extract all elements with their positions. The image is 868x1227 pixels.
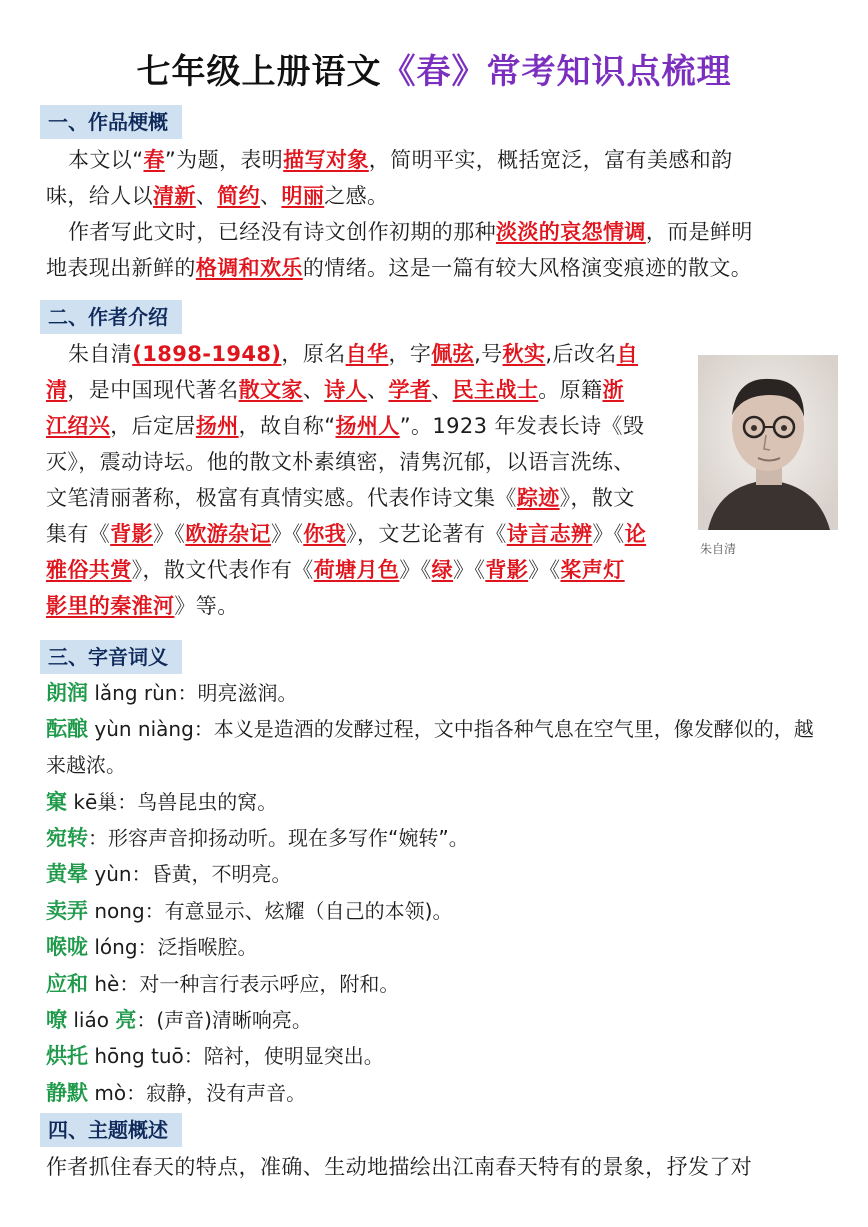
keyword: 清新 — [153, 184, 196, 208]
section-heading-summary: 一、作品梗概 — [40, 105, 182, 139]
author-paragraph: 朱自清(1898-1948)，原名自华，字佩弦,号秋实,后改名自 清，是中国现代著名散文家、诗人、学者、民主战士。原籍浙 江绍兴，后定居扬州，故自称“扬州人”。1923 年发表长诗《毁 灭》，震动诗坛。他的散文朴素缜密，清隽沉郁，以语言洗练、 文笔清丽著称，极富有真情实感。代表作诗文集《踪迹》，散文 集有《背影》《欧游杂记》《你我》，文艺论著有《诗言志辨》《论 雅俗共赏》，散文代表作有《荷塘月色》《绿》《背影》《桨声灯 影里的秦淮河》等。 — [46, 342, 647, 618]
vocab-item: 窠 kē巢：鸟兽昆虫的窝。 — [46, 790, 278, 814]
vocab-item: 酝酿 yùn niàng：本义是造酒的发酵过程，文中指各种气息在空气里，像发酵似的，越来越浓。 — [46, 717, 814, 777]
summary-paragraph-1: 本文以“春”为题，表明描写对象，简明平实，概括宽泛，富有美感和韵 味，给人以清新、简约、明丽之感。 — [46, 148, 733, 208]
vocab-item: 喉咙 lóng：泛指喉腔。 — [46, 935, 258, 959]
section-heading-vocabulary: 三、字音词义 — [40, 640, 182, 674]
author-portrait-image — [698, 355, 838, 530]
portrait-caption: 朱自清 — [700, 542, 737, 556]
section-heading-theme: 四、主题概述 — [40, 1113, 182, 1147]
vocab-item: 黄晕 yùn：昏黄，不明亮。 — [46, 862, 292, 886]
vocab-item: 卖弄 nong：有意显示、炫耀（自己的本领)。 — [46, 899, 453, 923]
title-prefix: 七年级上册语文 — [136, 52, 382, 92]
keyword: 淡淡的哀怨情调 — [496, 220, 646, 244]
keyword: 明丽 — [281, 184, 325, 208]
keyword: 格调和欢乐 — [195, 256, 303, 280]
theme-paragraph: 作者抓住春天的特点，准确、生动地描绘出江南春天特有的景象，抒发了对 — [46, 1155, 753, 1179]
keyword: 简约 — [217, 184, 261, 208]
summary-paragraph-2: 作者写此文时，已经没有诗文创作初期的那种淡淡的哀怨情调，而是鲜明 地表现出新鲜的格调和欢乐的情绪。这是一篇有较大风格演变痕迹的散文。 — [46, 220, 753, 280]
keyword: 描写对象 — [283, 148, 369, 172]
title-highlight: 《春》常考知识点梳理 — [381, 52, 732, 92]
vocab-item: 烘托 hōng tuō：陪衬，使明显突出。 — [46, 1044, 384, 1068]
keyword: 春 — [143, 148, 165, 172]
vocab-item: 静默 mò：寂静，没有声音。 — [46, 1081, 307, 1105]
page-title — [0, 46, 868, 98]
vocab-item: 宛转：形容声音抑扬动听。现在多写作“婉转”。 — [46, 826, 469, 850]
vocab-item: 嘹 liáo 亮：(声音)清晰响亮。 — [46, 1008, 312, 1032]
section-heading-author: 二、作者介绍 — [40, 300, 182, 334]
vocab-item: 应和 hè：对一种言行表示呼应，附和。 — [46, 972, 400, 996]
vocab-item: 朗润 lǎng rùn：明亮滋润。 — [46, 681, 298, 705]
